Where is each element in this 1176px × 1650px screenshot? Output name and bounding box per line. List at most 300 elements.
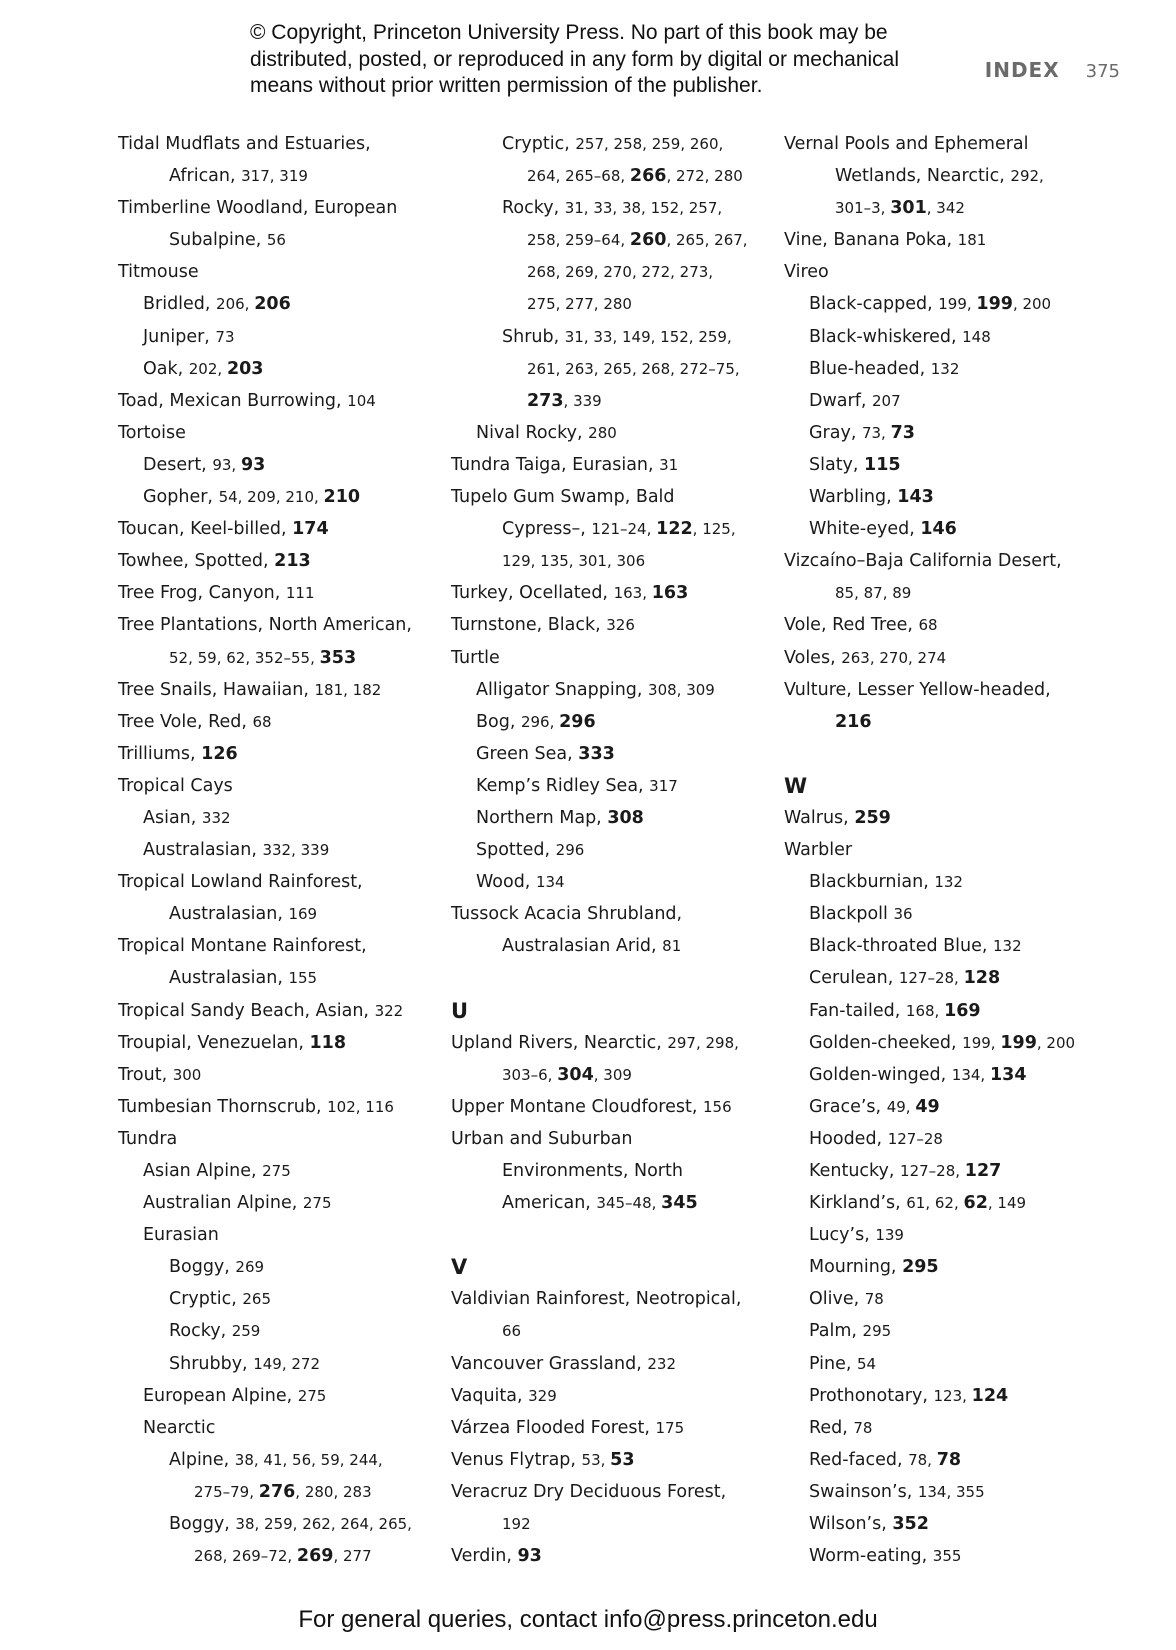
entry-term: Vireo [784,262,829,283]
page-ref-bold: 259 [854,807,891,828]
entry-term: Vaquita, [451,1385,529,1406]
index-entry-line [118,288,468,320]
index-entry-line [451,1412,801,1444]
index-entry-line [451,513,801,545]
index-entry-line [118,1380,468,1412]
index-entry-line [118,321,468,353]
entry-term: Kirkland’s, [809,1193,907,1214]
page-ref: 181 [957,231,987,250]
entry-term: Bridled, [143,294,217,315]
page-number: 375 [1085,61,1120,82]
index-entry-line [118,1508,468,1540]
page-ref: , 200 [1012,295,1052,314]
entry-term: Juniper, [143,326,216,347]
index-entry-line [451,642,801,674]
index-entry-line [784,1412,1134,1444]
page-ref: 127–28, [900,1162,965,1180]
index-entry-line [118,1219,468,1251]
entry-term: Cryptic, [502,134,576,154]
index-entry-line [451,1476,801,1508]
entry-term: Trout, [118,1064,173,1085]
entry-term: Tidal Mudflats and Estuaries, [118,134,371,154]
index-entry-line [784,1508,1134,1540]
entry-term: Veracruz Dry Deciduous Forest, [451,1481,727,1502]
index-entry-line [451,1508,801,1540]
entry-term: Blue-headed, [809,358,931,379]
entry-term: Kemp’s Ridley Sea, [476,775,650,796]
page-ref-bold: 304 [557,1064,594,1085]
index-entry-line [118,513,468,545]
index-entry-line [451,288,801,320]
page-ref: 292, [1010,167,1044,186]
index-entry-line [784,866,1134,898]
page-ref: 56 [266,231,286,250]
index-column-1 [118,128,468,1572]
index-entry-line [784,1283,1134,1315]
page-ref: 192 [502,1515,531,1534]
page-ref: 317, 319 [241,167,308,186]
page-ref: 232 [647,1354,676,1373]
section-spacer [451,962,801,994]
page-ref: 296 [555,841,585,860]
page-ref: 53, [581,1450,611,1469]
index-entry-line [451,738,801,770]
entry-term: Vulture, Lesser Yellow-headed, [784,679,1051,700]
index-entry-line [784,609,1134,641]
entry-term: Bog, [476,711,521,732]
page-ref: 261, 263, 265, 268, 272–75, [527,359,740,378]
entry-term: Eurasian [143,1225,219,1246]
page-ref-bold: 199 [1000,1032,1037,1053]
page-ref: 111 [285,584,315,603]
entry-term: Vizcaíno–Baja California Desert, [784,551,1062,572]
running-head-title: INDEX [984,58,1060,82]
index-entry-line [784,1123,1134,1155]
index-entry-line [784,577,1134,609]
page-ref: 303–6, [502,1065,558,1084]
entry-term: Black-capped, [809,294,939,315]
page-ref: 129, 135, 301, 306 [502,552,646,571]
page-ref-bold: 199 [976,294,1013,315]
index-entry-line [118,545,468,577]
entry-term: Mourning, [809,1257,903,1278]
entry-term: Gopher, [143,487,219,508]
page-ref: 127–28, [898,969,964,988]
page-ref: 127–28 [887,1129,943,1148]
page-ref: 181, 182 [314,680,382,699]
page-ref: 258, 259–64, [527,231,630,250]
index-entry-line [451,577,801,609]
index-entry-line [118,674,468,706]
page-ref: 332, 339 [262,841,330,860]
page-ref: 322 [374,1001,404,1020]
index-entry-line [784,513,1134,545]
index-entry-line [451,898,801,930]
entry-term: Hooded, [809,1128,888,1149]
page-ref: 264, 265–68, [527,167,630,186]
page-ref: 206, [216,295,255,314]
index-entry-line [118,192,468,224]
section-letter: W [784,773,808,798]
page-ref-bold: 308 [607,807,644,828]
index-entry-line [118,802,468,834]
page-ref-bold: 333 [578,743,615,764]
page-ref: 275 [302,1194,332,1213]
index-entry-line [118,1251,468,1283]
entry-term: Spotted, [476,840,556,861]
page-ref-bold: 295 [902,1257,939,1278]
page-ref-bold: 260 [629,230,667,251]
index-entry-line [451,353,801,385]
entry-term: Várzea Flooded Forest, [451,1417,656,1438]
entry-term: Troupial, Venezuelan, [118,1032,310,1053]
page-ref: 73, [861,423,891,442]
entry-term: Gray, [809,422,862,443]
page-ref: 355 [932,1547,962,1566]
page-ref: 54, 209, 210, [218,488,324,507]
page-ref: , 272, 280 [666,167,743,186]
page-ref-bold: 146 [920,519,957,540]
page-ref-bold: 353 [319,647,357,668]
entry-term: Olive, [809,1289,865,1310]
index-entry-line [784,417,1134,449]
entry-term: Towhee, Spotted, [118,551,275,572]
page-ref: 308, 309 [648,680,715,699]
index-entry-line [784,1540,1134,1572]
entry-term: Tundra [118,1128,178,1149]
index-entry-line [451,1123,801,1155]
index-entry-line [784,834,1134,866]
page-ref: 73 [215,327,235,346]
entry-term: Tumbesian Thornscrub, [118,1096,328,1117]
index-entry-line [784,706,1134,738]
index-entry-line [784,545,1134,577]
page-ref-bold: 115 [864,454,901,475]
page-ref: 332 [201,808,231,827]
page-ref: 169 [288,905,318,924]
entry-term: Vine, Banana Poka, [784,230,958,251]
entry-term: Nearctic [143,1417,216,1438]
index-entry-line [784,898,1134,930]
page-ref: 175 [655,1418,685,1437]
entry-term: Alpine, [169,1449,235,1470]
entry-term: Dwarf, [809,390,872,411]
index-entry-line [784,1476,1134,1508]
page-ref-bold: 143 [897,487,934,508]
entry-term: Upper Montane Cloudforest, [451,1096,703,1117]
page-ref: 102, 116 [327,1097,394,1116]
page-ref: 123, [933,1386,972,1405]
page-ref-bold: 174 [292,519,329,540]
page-ref: 268, 269–72, [194,1547,297,1566]
page-ref-bold: 203 [226,358,264,379]
entry-term: Verdin, [451,1546,518,1567]
index-entry-line [451,1187,801,1219]
page-ref: , 200 [1036,1033,1076,1052]
entry-term: Australasian, [143,840,263,861]
index-entry-line [784,224,1134,256]
entry-term: Tussock Acacia Shrubland, [451,904,683,925]
entry-term: Urban and Suburban [451,1128,633,1149]
index-entry-line [451,545,801,577]
index-entry-line [784,256,1134,288]
page-ref: 155 [288,969,318,988]
index-entry-line [784,1059,1134,1091]
page-ref-bold: 352 [892,1514,929,1535]
page-ref: , 280, 283 [295,1482,372,1501]
page-ref-bold: 213 [274,551,311,572]
index-column-2 [451,128,801,1572]
page-ref: 345–48, [596,1194,662,1213]
index-entry-line [784,1027,1134,1059]
page-ref-bold: 78 [936,1449,962,1470]
entry-term: Blackburnian, [809,872,935,893]
page-ref: 163, [613,584,652,603]
page-ref: 132 [993,937,1022,956]
page-ref: 36 [893,905,913,924]
entry-term: Voles, [784,647,842,668]
index-entry-line [451,866,801,898]
page-ref: 78 [853,1418,873,1437]
page-ref: , 265, 267, [666,231,748,250]
page-ref-bold: 276 [258,1481,296,1502]
page-ref: 156 [703,1097,732,1116]
page-ref: 54 [857,1354,877,1373]
index-entry-line [784,449,1134,481]
index-entry-line [451,1059,801,1091]
page-ref-bold: 345 [661,1193,698,1214]
page-ref: 61, 62, [906,1194,964,1213]
entry-term: Tundra Taiga, Eurasian, [451,454,660,475]
entry-term: Red, [809,1417,854,1438]
index-entry-line [118,1315,468,1347]
entry-term: Vernal Pools and Ephemeral [784,134,1029,154]
index-entry-line [118,128,468,160]
index-entry-line [451,770,801,802]
index-entry-line [784,995,1134,1027]
index-entry-line [784,1444,1134,1476]
page-ref: 295 [862,1322,892,1341]
index-entry-line [118,995,468,1027]
index-entry-line [784,1187,1134,1219]
index-entry-line [118,642,468,674]
index-entry-line [118,706,468,738]
index-entry-line [118,930,468,962]
entry-term: Desert, [143,454,213,475]
page-ref-bold: 126 [201,743,238,764]
index-entry-line [784,385,1134,417]
index-entry-line [451,1155,801,1187]
page-ref: 275, 277, 280 [527,295,632,314]
page-ref-bold: 127 [964,1161,1002,1181]
index-entry-line [784,930,1134,962]
page-ref: 121–24, [591,520,657,539]
entry-term: Boggy, [169,1257,236,1278]
index-entry-line [451,256,801,288]
index-entry-line [118,1091,468,1123]
page-ref-bold: 163 [651,583,689,604]
entry-term: Nival Rocky, [476,422,589,443]
page-ref: 68 [918,616,938,635]
page-ref: 134, [951,1065,990,1084]
entry-term: Tree Vole, Red, [118,711,253,732]
entry-term: Upland Rivers, Nearctic, [451,1032,668,1053]
page-ref: 149, 272 [253,1354,320,1373]
section-spacer [784,738,1134,770]
page-ref-bold: 134 [989,1064,1027,1085]
page-ref-bold: 273 [527,390,564,411]
entry-term: Tortoise [118,422,186,443]
entry-term: Tropical Montane Rainforest, [118,936,367,957]
page-ref: 134 [535,873,565,892]
entry-term: Walrus, [784,807,855,828]
entry-term: Grace’s, [809,1096,887,1117]
entry-term: Vancouver Grassland, [451,1353,648,1374]
entry-term: Tropical Sandy Beach, Asian, [118,1000,375,1021]
page-ref: 297, 298, [667,1033,739,1052]
page-ref: 275–79, [194,1482,259,1501]
entry-term: Pine, [809,1353,858,1374]
index-entry-line [451,1380,801,1412]
index-entry-line [118,160,468,192]
entry-term: Cryptic, [169,1289,243,1310]
entry-term: Palm, [809,1321,863,1342]
index-entry-line [118,1155,468,1187]
entry-term: African, [169,166,242,187]
entry-term: Warbler [784,840,853,861]
page-ref: 134, 355 [917,1482,985,1501]
index-entry-line [784,321,1134,353]
page-ref-bold: 122 [656,519,693,540]
entry-term: Tropical Cays [118,775,233,796]
page-ref: 317 [649,776,678,795]
page-ref-bold: 206 [254,294,291,315]
entry-term: Vole, Red Tree, [784,615,919,636]
page-ref: 38, 259, 262, 264, 265, [235,1515,412,1534]
index-entry-line [118,481,468,513]
page-ref: 104 [347,391,376,410]
index-entry-line [451,1348,801,1380]
page-ref: 280 [588,423,617,442]
entry-term: Wood, [476,872,536,893]
copyright-line: means without prior written permission of the publisher. [250,74,763,97]
index-entry-line [451,481,801,513]
index-entry-line [118,1027,468,1059]
index-entry-line [451,192,801,224]
page-ref-bold: 128 [963,968,1001,989]
entry-term: Rocky, [169,1321,232,1342]
index-entry-line [784,1251,1134,1283]
page-ref-bold: 62 [963,1193,988,1214]
entry-term: Tupelo Gum Swamp, Bald [451,487,675,508]
entry-term: Cerulean, [809,968,899,989]
index-entry-line [118,256,468,288]
page-ref: 66 [502,1322,522,1341]
index-entry-line [118,577,468,609]
page-ref: 296, [520,712,560,731]
entry-term: Red-faced, [809,1449,909,1470]
index-entry-line [451,160,801,192]
entry-term: Golden-cheeked, [809,1032,963,1053]
entry-term: Valdivian Rainforest, Neotropical, [451,1289,742,1310]
index-entry-line [451,1091,801,1123]
page-ref: 81 [662,937,682,956]
index-entry-line [451,1444,801,1476]
index-entry-line [118,1187,468,1219]
page-ref: 49, [886,1097,916,1116]
page-ref: , 149 [987,1194,1027,1213]
entry-term: Australasian, [169,904,289,925]
page-ref-bold: 266 [629,166,667,187]
index-entry-line [118,385,468,417]
index-entry-line [784,1155,1134,1187]
index-entry-line [784,802,1134,834]
page-ref: 265 [242,1290,271,1309]
index-entry-line [451,802,801,834]
page-ref: 326 [606,616,635,635]
index-entry-line [118,738,468,770]
entry-term: Slaty, [809,454,865,475]
page-ref: , 125, [692,520,736,539]
page-ref-bold: 216 [835,711,872,732]
entry-term: Prothonotary, [809,1385,934,1406]
index-entry-line [784,674,1134,706]
entry-term: Kentucky, [809,1161,901,1181]
entry-term: Northern Map, [476,807,608,828]
index-entry-line [118,1123,468,1155]
index-entry-line [451,609,801,641]
entry-term: Blackpoll [809,904,894,925]
index-entry-line [451,706,801,738]
page-ref: 263, 270, 274 [841,648,947,667]
index-entry-line [118,449,468,481]
entry-term: Worm-eating, [809,1546,933,1567]
entry-term: Golden-winged, [809,1064,952,1085]
index-entry-line [784,1315,1134,1347]
page-ref-bold: 301 [890,198,927,219]
index-entry-line [451,417,801,449]
entry-term: Toucan, Keel-billed, [118,519,293,540]
index-entry-line [784,1348,1134,1380]
page-ref: 301–3, [835,199,891,218]
page-ref: 207 [872,391,901,410]
page-ref-bold: 169 [944,1000,981,1021]
entry-term: Boggy, [169,1514,236,1535]
page-ref: 68 [252,712,272,731]
entry-term: Tree Plantations, North American, [118,615,412,636]
index-entry-line [118,898,468,930]
index-entry-line [784,192,1134,224]
index-entry-line [118,1412,468,1444]
copyright-line: © Copyright, Princeton University Press. No part of this book may be [250,21,888,44]
entry-term: Asian Alpine, [143,1161,263,1181]
entry-term: Australian Alpine, [143,1193,303,1214]
entry-term: Lucy’s, [809,1225,876,1246]
page-ref: 38, 41, 56, 59, 244, [234,1450,383,1469]
entry-term: Venus Flytrap, [451,1449,582,1470]
page-ref: 85, 87, 89 [835,584,912,603]
entry-term: Tropical Lowland Rainforest, [118,872,363,893]
index-entry-line [451,385,801,417]
page-ref: 269 [235,1258,265,1277]
index-entry-line [118,1476,468,1508]
index-entry-line [451,449,801,481]
index-entry-line [118,353,468,385]
page-ref: 31, 33, 38, 152, 257, [564,199,723,218]
entry-term: Swainson’s, [809,1481,918,1502]
section-letter: U [451,998,469,1023]
page-ref: 78, [908,1450,937,1469]
